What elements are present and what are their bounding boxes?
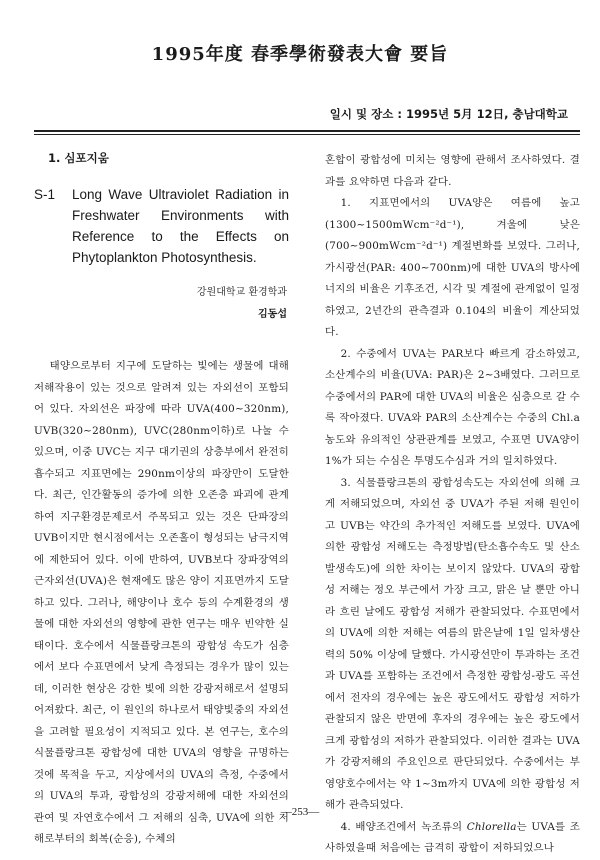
right-column — [325, 150, 580, 860]
result-item-2: 2. 수중에서 UVA는 PAR보다 빠르게 감소하였고, 소산계수의 비율(UVA: PAR)은 2∼3배였다. 그러므로 수중에서의 PAR에 대한 UVA의 비율은 심층으로 갈 수록 작아졌다. UVA와 PAR의 소산계수는 수중의 Chl.a 농도와 유의적인 상관관계를 보였고, 수표면 UVA양이 1%가 되는 수심은 투명도수심과 거의 일치하였다. — [325, 347, 580, 467]
abstract-paragraph: 혼합이 광합성에 미치는 영향에 관해서 조사하였다. 결과를 요약하면 다음과 같다. — [325, 154, 580, 188]
result-item-4-suffix: 는 UVA를 조사하였을때 처음에는 급격히 광합이 저하되었으나 — [325, 820, 580, 854]
affiliation: 강원대학교 환경학과 — [196, 287, 287, 298]
species-name: Chlorella — [466, 820, 517, 833]
abstract-paragraph: 태양으로부터 지구에 도달하는 빛에는 생물에 대해 저해작용이 있는 것으로 알려져 있는 자외선이 포함되어 있다. 자외선은 파장에 따라 UVA(400∼320nm), UVB(320∼280nm), UVC(280nm이하)로 나눌 수 있으며, 이중 UVC는 지구 대기권의 상층부에서 완전히 흡수되고 지표면에는 290nm이상의 파장만이 도달한다. 최근, 인간활동의 증가에 의한 오존층 파괴에 관계하여 지구환경문제로서 주목되고 있는 것은 단파장의 UVB이지만 현시점에서는 오존홀이 형성되는 남극지역에 제한되어 있다. 이에 반하여, UVB보다 장파장역의 근자외선(UVA)은 현재에도 많은 양이 지표면까지 도달하고 있다. 그러나, 해양이나 호수 등의 수계환경의 생물에 대한 자외선의 영향에 관한 연구는 매우 빈약한 실태이다. 호수에서 식물플랑크톤의 광합성 속도가 심층에서 보다 수표면에서 낮게 측정되는 경우가 많이 있는데, 이러한 현상은 강한 빛에 의한 강광저해로서 설명되어져왔다. 최근, 이 원인의 하나로서 태양빛중의 자외선을 고려할 필요성이 지적되고 있다. 본 연구는, 호수의 식물플랑크톤 광합성에 대한 UVA의 영향을 규명하는것에 목적을 두고, 지상에서의 UVA의 측정, 수중에서의 UVA의 투과, 광합성의 강광저해에 대한 자외선의 관여 및 자연호수에서 그 저해의 심축, UVA에 의한 저해로부터의 회복(순응), 수체의 — [34, 360, 289, 845]
header-rule-thin — [34, 134, 580, 135]
result-item-3: 3. 식물플랑크톤의 광합성속도는 자외선에 의해 크게 저해되었으며, 자외선 중 UVA가 주된 저해 원인이고 UVB는 약간의 추가적인 저해도를 보였다. UVA에 의한 광합성 저해도는 측정방법(탄소흡수속도 및 산소발생속도)에 의한 차이는 보이지 않았다. UVA의 광합성 저해는 정오 부근에서 가장 크고, 맑은 날 뿐만 아니라 흐린 날에도 광합성 저해가 관찰되었다. 수표면에서의 UVA에 의한 저해는 여름의 맑은날에 1일 일차생산력의 50% 이상에 달했다. 가시광선만이 투과하는 조건과 UVA를 포함하는 조건에서 측정한 광합성-광도 곡선에서 전자의 경우에는 높은 광도에서도 광합성 저하가 관찰되지 않은 반면에 후자의 경우에는 높은 광도에서 크게 광합성의 저하가 관찰되었다. 이러한 결과는 UVA가 강광저해의 주요인으로 판단되었다. 수중에서는 부영양호수에서는 약 1∼3m까지 UVA에 의한 광합성 저해가 관측되었다. — [325, 476, 580, 811]
author-name: 김동섭 — [258, 309, 287, 320]
page-title: 1995年度 春季學術發表大會 要旨 — [151, 44, 449, 65]
paper-id: S-1 — [34, 187, 56, 202]
result-item-1: 1. 지표면에서의 UVA양은 여름에 높고(1300∼1500mWcm⁻²d⁻¹), 겨울에 낮은(700∼900mWcm⁻²d⁻¹) 계절변화를 보였다. 그러나, 가시광선(PAR: 400∼700nm)에 대한 UVA의 방사에너지의 비율은 기후조건, 시각 및 계절에 관계없이 일정하였고, 2년간의 관측결과 0.104의 비율이 계산되었다. — [325, 197, 580, 338]
result-item-4 — [325, 817, 580, 860]
left-column — [34, 150, 289, 855]
section-heading: 1. 심포지움 — [48, 151, 109, 165]
page-number: —253— — [280, 806, 320, 818]
meeting-date-location: 일시 및 장소 : 1995년 5月 12日, 충남대학교 — [329, 107, 568, 121]
result-item-4-prefix: 4. 배양조건에서 녹조류의 — [340, 820, 467, 833]
header-rule — [34, 130, 580, 132]
paper-title: Long Wave Ultraviolet Radiation in Freshwater Environments with Reference to the Effects on Phytoplankton Photosynthesis. — [72, 187, 289, 265]
paper-title-block — [34, 184, 289, 268]
